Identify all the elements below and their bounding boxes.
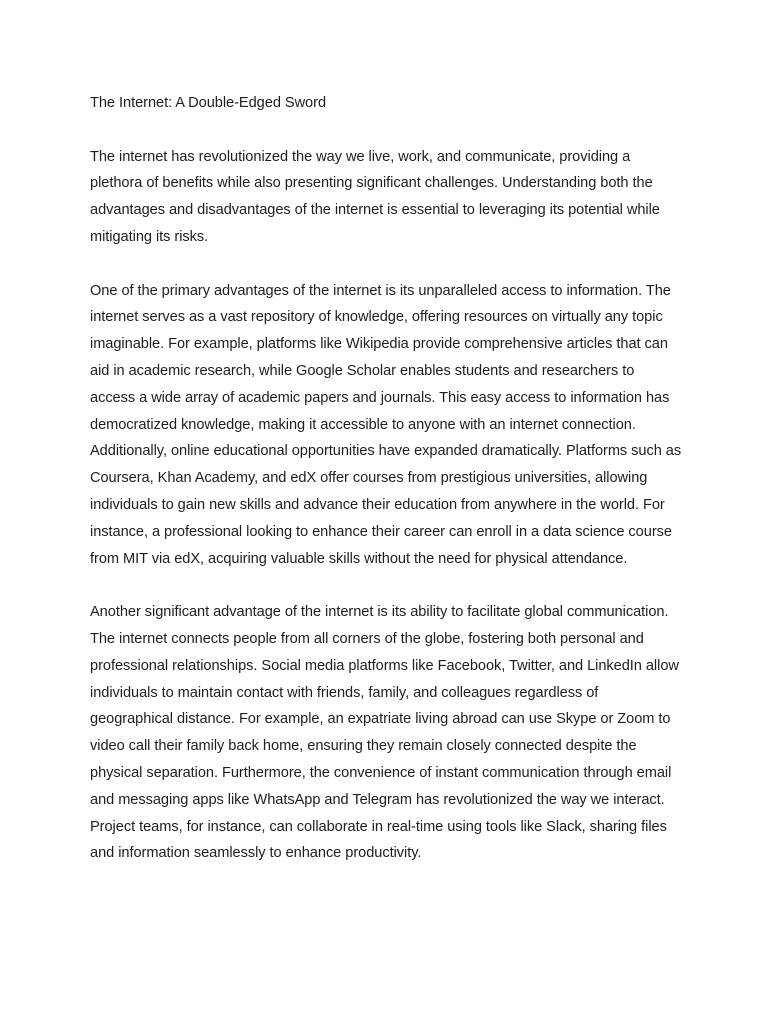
paragraph-information-access: One of the primary advantages of the internet is its unparalleled access to information. The internet serves as a vast repository of knowledge, offering resources on virtually any topic imaginable. For example, platforms like Wikipedia provide comprehensive articles that can aid in academic research, while Google Scholar enables students and researchers to access a wide array of academic papers and journals. This easy access to information has democratized knowledge, making it accessible to anyone with an internet connection. Additionally, online educational opportunities have expanded dramatically. Platforms such as Coursera, Khan Academy, and edX offer courses from prestigious universities, allowing individuals to gain new skills and advance their education from anywhere in the world. For instance, a professional looking to enhance their career can enroll in a data science course from MIT via edX, acquiring valuable skills without the need for physical attendance.: [90, 282, 682, 567]
document-title: The Internet: A Double-Edged Sword: [90, 95, 327, 111]
paragraph-global-communication: Another significant advantage of the internet is its ability to facilitate global communication. The internet connects people from all corners of the globe, fostering both personal and professional relationships. Social media platforms like Facebook, Twitter, and LinkedIn allow individuals to maintain contact with friends, family, and colleagues regardless of geographical distance. For example, an expatriate living abroad can use Skype or Zoom to video call their family back home, ensuring they remain closely connected despite the physical separation. Furthermore, the convenience of instant communication through email and messaging apps like WhatsApp and Telegram has revolutionized the way we interact. Project teams, for instance, can collaborate in real-time using tools like Slack, sharing files and information seamlessly to enhance productivity.: [90, 604, 679, 862]
paragraph-intro: The internet has revolutionized the way we live, work, and communicate, providing a plethora of benefits while also presenting significant challenges. Understanding both the advantages and disadvantages of the internet is essential to leveraging its potential while mitigating its risks.: [90, 148, 660, 245]
document-body: [90, 90, 682, 894]
